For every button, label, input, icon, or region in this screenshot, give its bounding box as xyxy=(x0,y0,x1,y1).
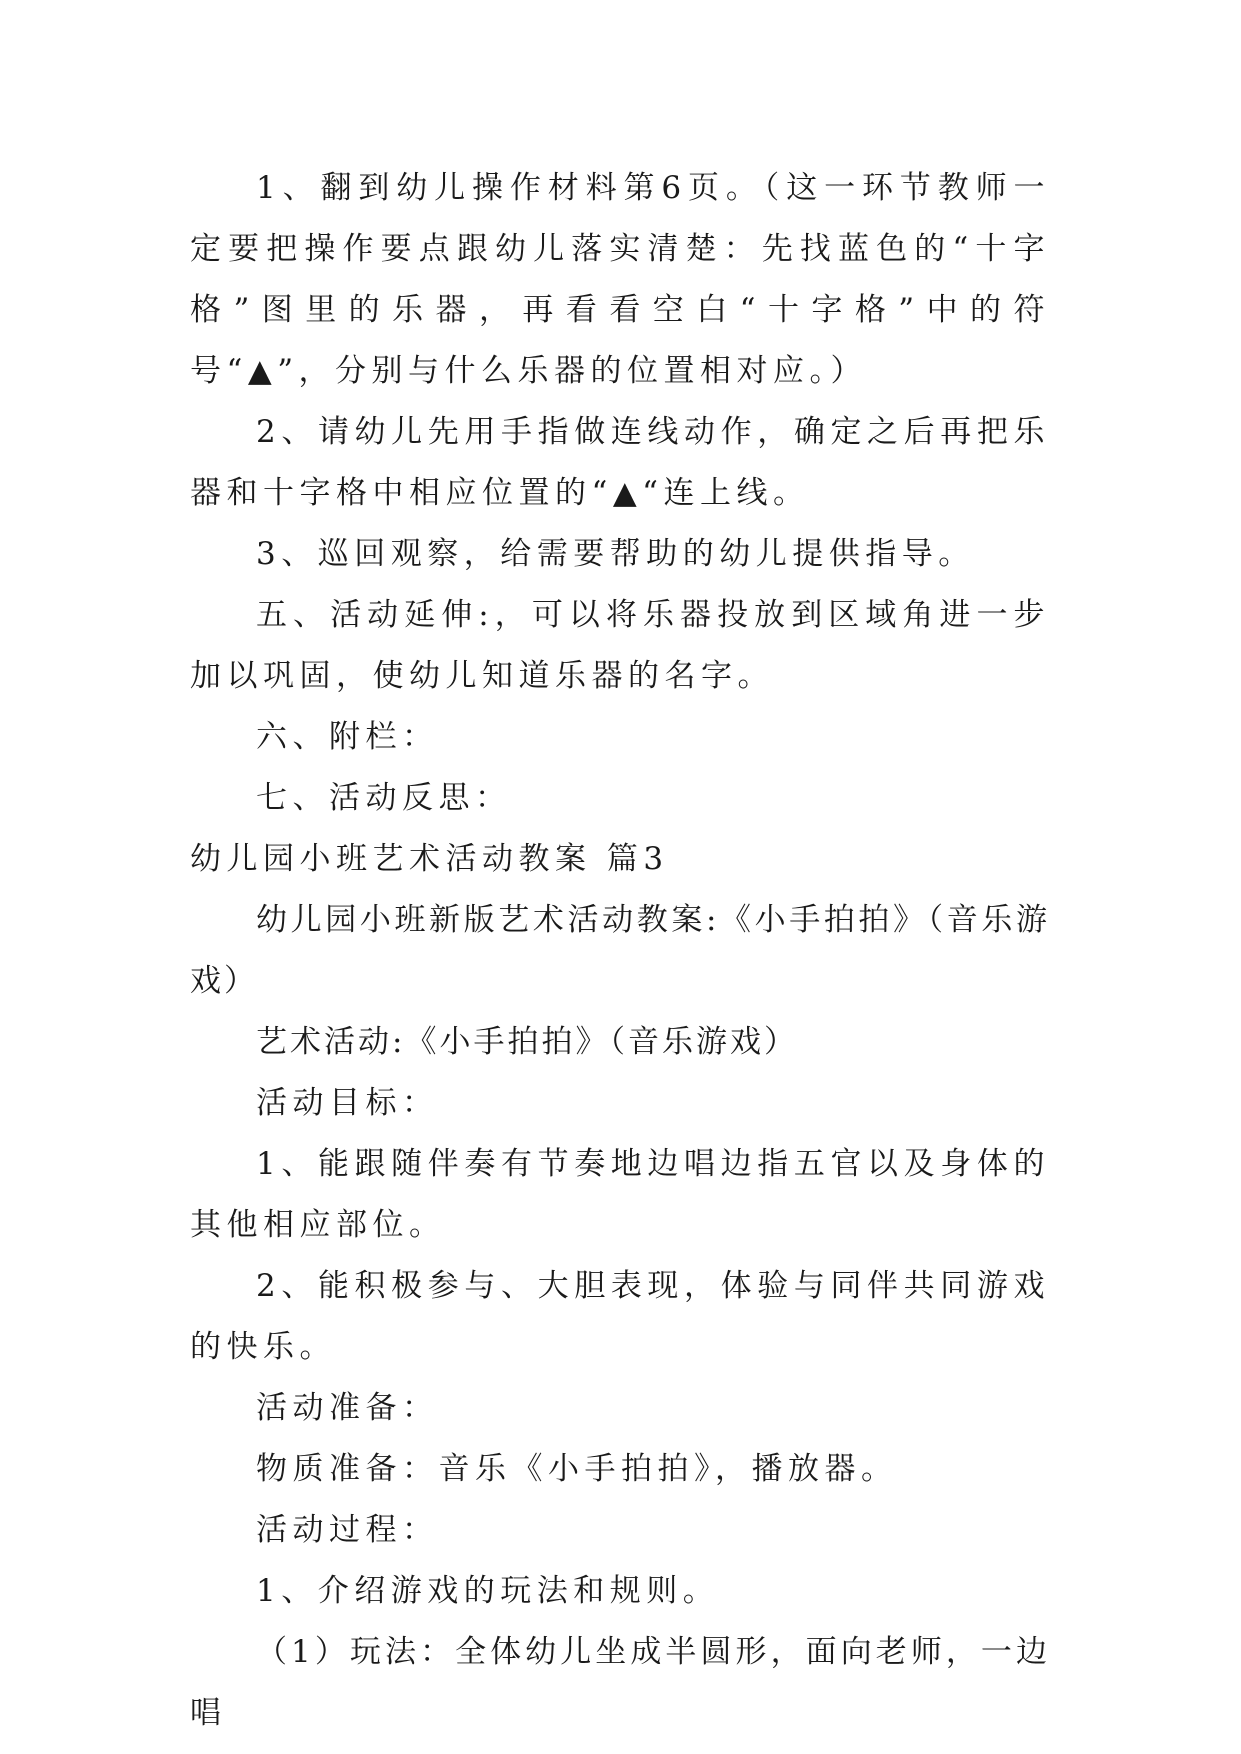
paragraph-gameplay: （1）玩法：全体幼儿坐成半圆形，面向老师，一边唱 xyxy=(190,1634,1050,1731)
paragraph-appendix: 六、附栏： xyxy=(256,719,439,755)
paragraph-step-3: 3、巡回观察，给需要帮助的幼儿提供指导。 xyxy=(256,536,975,572)
paragraph-process-step-1: 1、介绍游戏的玩法和规则。 xyxy=(256,1573,720,1609)
paragraph-step-1: 1、翻到幼儿操作材料第6页。（这一环节教师一定要把操作要点跟幼儿落实清楚：先找蓝色的“十字格”图里的乐器，再看看空白“十字格”中的符号“▲”，分别与什么乐器的位置相对应。） xyxy=(190,170,1050,389)
paragraph-process-heading: 活动过程： xyxy=(256,1512,439,1548)
paragraph-reflection: 七、活动反思： xyxy=(256,780,512,816)
paragraph-goals-heading: 活动目标： xyxy=(256,1085,439,1121)
paragraph-goal-1: 1、能跟随伴奏有节奏地边唱边指五官以及身体的其他相应部位。 xyxy=(190,1146,1050,1243)
paragraph-activity-name: 艺术活动:《小手拍拍》（音乐游戏） xyxy=(256,1024,798,1060)
paragraph-activity-extension: 五、活动延伸:，可以将乐器投放到区域角进一步加以巩固，使幼儿知道乐器的名字。 xyxy=(190,597,1050,694)
section-heading: 幼儿园小班艺术活动教案 篇3 xyxy=(190,841,669,877)
paragraph-step-2: 2、请幼儿先用手指做连线动作，确定之后再把乐器和十字格中相应位置的“▲“连上线。 xyxy=(190,414,1050,511)
document-body xyxy=(190,158,1050,1744)
paragraph-goal-2: 2、能积极参与、大胆表现，体验与同伴共同游戏的快乐。 xyxy=(190,1268,1050,1365)
paragraph-materials: 物质准备：音乐《小手拍拍》，播放器。 xyxy=(256,1451,898,1487)
paragraph-lesson-title: 幼儿园小班新版艺术活动教案:《小手拍拍》（音乐游戏） xyxy=(190,902,1050,999)
paragraph-preparation-heading: 活动准备： xyxy=(256,1390,439,1426)
